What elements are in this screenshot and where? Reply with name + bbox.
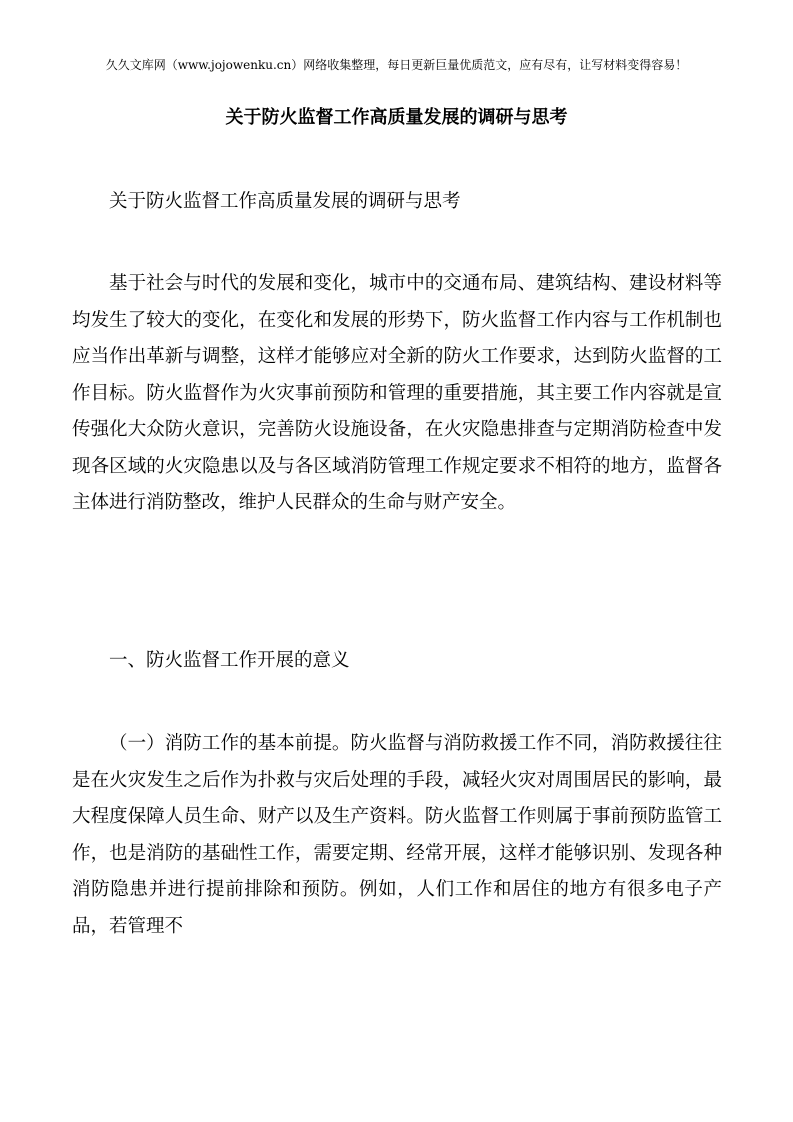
- document-subtitle: 关于防火监督工作高质量发展的调研与思考: [109, 191, 461, 212]
- section-heading-1: 一、防火监督工作开展的意义: [109, 650, 350, 671]
- website-header-note: 久久文库网（www.jojowenku.cn）网络收集整理，每日更新巨量优质范文，应有尽有，让写材料变得容易！: [105, 58, 688, 72]
- document-title: 关于防火监督工作高质量发展的调研与思考: [225, 107, 568, 128]
- intro-paragraph: 基于社会与时代的发展和变化，城市中的交通布局、建筑结构、建设材料等均发生了较大的变化，在变化和发展的形势下，防火监督工作内容与工作机制也应当作出革新与调整，这样才能够应对全新的防火工作要求，达到防火监督的工作目标。防火监督作为火灾事前预防和管理的重要措施，其主要工作内容就是宣传强化大众防火意识，完善防火设施设备，在火灾隐患排查与定期消防检查中发现各区域的火灾隐患以及与各区域消防管理工作规定要求不相符的地方，监督各主体进行消防整改，维护人民群众的生命与财产安全。: [72, 273, 722, 513]
- section-1-paragraph: （一）消防工作的基本前提。防火监督与消防救援工作不同，消防救援往往是在火灾发生之后作为扑救与灾后处理的手段，减轻火灾对周围居民的影响，最大程度保障人员生命、财产以及生产资料。防火监督工作则属于事前预防监管工作，也是消防的基础性工作，需要定期、经常开展，这样才能够识别、发现各种消防隐患并进行提前排除和预防。例如，人们工作和居住的地方有很多电子产品，若管理不: [72, 733, 722, 937]
